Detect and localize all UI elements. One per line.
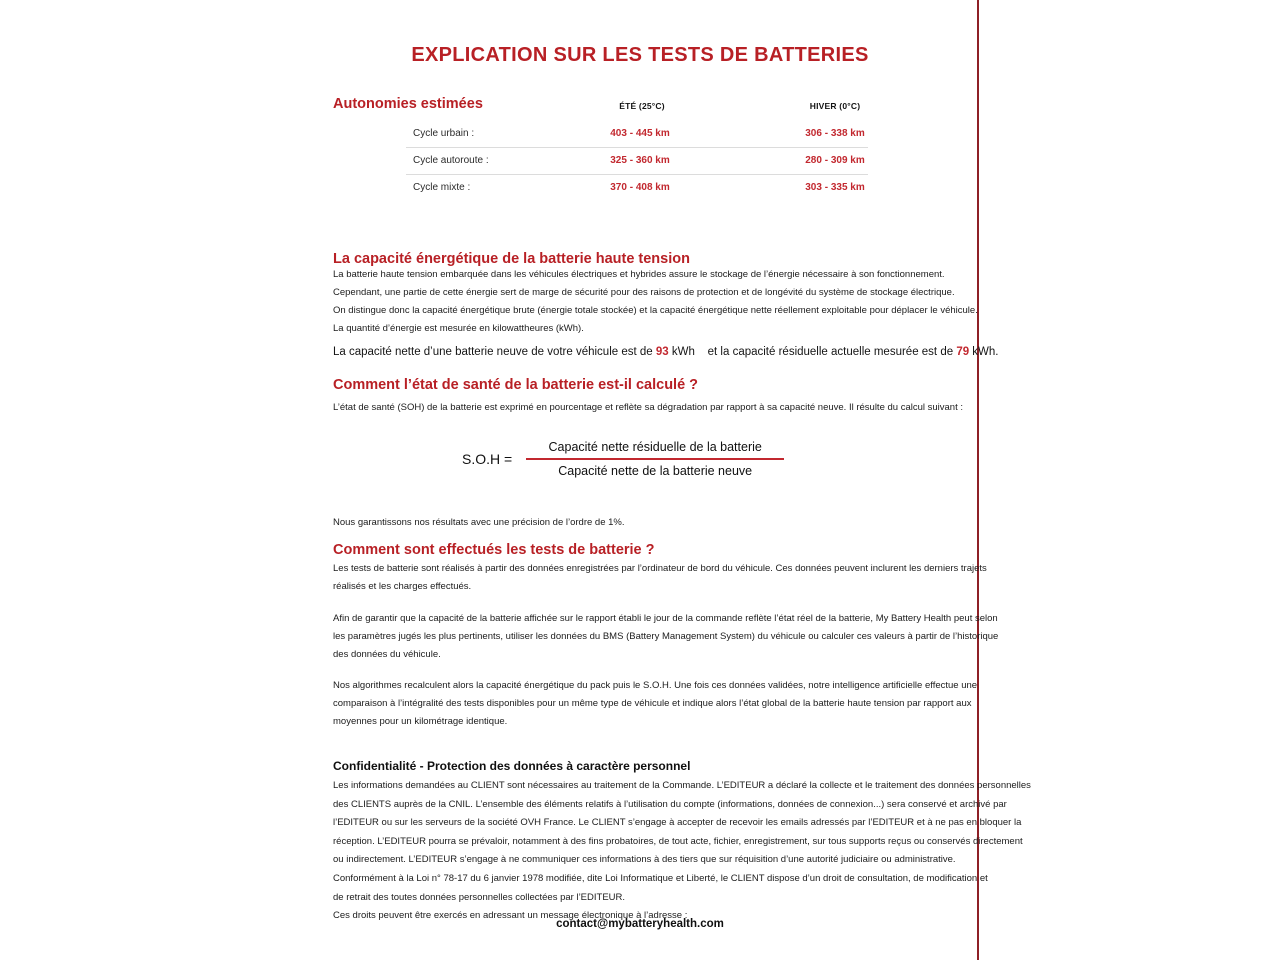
body-line: des données du véhicule. bbox=[333, 649, 441, 660]
row-value-highway-summer: 325 - 360 km bbox=[610, 155, 670, 166]
precision-guarantee: Nous garantissons nos résultats avec une précision de l’ordre de 1%. bbox=[333, 517, 625, 528]
privacy-line: réception. L’EDITEUR pourra se prévaloir, notamment à des fins probatoires, de tout acte, fichier, enregistrement, sur tous supports reçus ou conservés directement bbox=[333, 835, 1023, 847]
body-line: Les tests de batterie sont réalisés à partir des données enregistrées par l’ordinateur de bord du véhicule. Ces données peuvent inclurent les derniers trajets bbox=[333, 563, 987, 574]
row-divider bbox=[406, 147, 868, 148]
privacy-heading: Confidentialité - Protection des données à caractère personnel bbox=[333, 759, 691, 773]
capacity-section-heading: La capacité énergétique de la batterie haute tension bbox=[333, 251, 690, 267]
page-title: EXPLICATION SUR LES TESTS DE BATTERIES bbox=[411, 44, 869, 66]
tests-paragraph-1 bbox=[333, 560, 987, 596]
tests-paragraph-2 bbox=[333, 610, 998, 664]
privacy-line: de retrait des toutes données personnelles collectées par l’EDITEUR. bbox=[333, 891, 626, 903]
soh-intro: L’état de santé (SOH) de la batterie est exprimé en pourcentage et reflète sa dégradation par rapport à sa capacité neuve. Il résulte du calcul suivant : bbox=[333, 402, 964, 413]
privacy-body bbox=[333, 777, 1031, 926]
body-line: La quantité d’énergie est mesurée en kilowattheures (kWh). bbox=[333, 323, 584, 334]
summary-text: kWh. bbox=[969, 346, 999, 358]
soh-fraction bbox=[526, 440, 784, 478]
privacy-line: l’EDITEUR ou sur les serveurs de la société OVH France. Le CLIENT s’engage à accepter de recevoir les emails adressés par l’EDITEUR et à ne pas en bloquer la bbox=[333, 817, 1022, 829]
fraction-bar bbox=[526, 458, 784, 460]
summary-text: kWh et la capacité résiduelle actuelle mesurée est de bbox=[668, 346, 957, 358]
row-value-mixed-winter: 303 - 335 km bbox=[805, 182, 865, 193]
soh-section-heading: Comment l’état de santé de la batterie est-il calculé ? bbox=[333, 377, 699, 393]
soh-formula bbox=[462, 440, 784, 478]
body-line: On distingue donc la capacité énergétique brute (énergie totale stockée) et la capacité énergétique nette réellement exploitable pour déplacer le véhicule. bbox=[333, 305, 978, 316]
tests-paragraph-3 bbox=[333, 677, 977, 731]
privacy-line: Les informations demandées au CLIENT sont nécessaires au traitement de la Commande. L’EDITEUR a déclaré la collecte et le traitement des données personnelles bbox=[333, 780, 1031, 791]
tests-section-heading: Comment sont effectués les tests de batterie ? bbox=[333, 542, 655, 558]
body-line: Cependant, une partie de cette énergie sert de marge de sécurité pour des raisons de protection et de longévité du système de stockage électrique. bbox=[333, 287, 955, 298]
capacity-section-body bbox=[333, 266, 978, 338]
formula-denominator: Capacité nette de la batterie neuve bbox=[558, 464, 753, 478]
soh-formula-label: S.O.H = bbox=[462, 451, 513, 467]
row-value-urban-summer: 403 - 445 km bbox=[610, 128, 670, 139]
residual-capacity-value: 79 bbox=[956, 346, 970, 358]
privacy-line: des CLIENTS auprès de la CNIL. L’ensemble des éléments relatifs à l’utilisation du compte (informations, données de connexion...) sera conservé et archivé par bbox=[333, 798, 1007, 810]
column-header-summer: ÉTÉ (25°C) bbox=[619, 101, 665, 111]
body-line: moyennes pour un kilométrage identique. bbox=[333, 716, 508, 727]
contact-email: contact@mybatteryhealth.com bbox=[556, 918, 724, 930]
body-line: Afin de garantir que la capacité de la batterie affichée sur le rapport établi le jour de la commande reflète l’état réel de la batterie, My Battery Health peut selon bbox=[333, 613, 998, 624]
summary-text: La capacité nette d’une batterie neuve de votre véhicule est de bbox=[333, 346, 656, 358]
new-capacity-value: 93 bbox=[655, 346, 669, 358]
privacy-line: Conformément à la Loi n° 78-17 du 6 janvier 1978 modifiée, dite Loi Informatique et Liberté, le CLIENT dispose d’un droit de consultation, de modification et bbox=[333, 872, 988, 884]
body-line: les paramètres jugés les plus pertinents, utiliser les données du BMS (Battery Management System) du véhicule ou calculer ces valeurs à partir de l’historique bbox=[333, 631, 999, 642]
row-label-mixed: Cycle mixte : bbox=[413, 182, 471, 193]
row-label-urban: Cycle urbain : bbox=[413, 128, 475, 139]
capacity-summary bbox=[333, 346, 999, 358]
privacy-line: Ces droits peuvent être exercés en adressant un message électronique à l’adresse : bbox=[333, 910, 688, 922]
autonomy-heading: Autonomies estimées bbox=[333, 96, 483, 112]
formula-numerator: Capacité nette résiduelle de la batterie bbox=[548, 440, 762, 454]
row-label-highway: Cycle autoroute : bbox=[413, 155, 489, 166]
privacy-line: ou indirectement. L’EDITEUR s’engage à ne communiquer ces informations à des tiers que sur réquisition d’une autorité judiciaire ou administrative. bbox=[333, 854, 956, 866]
row-value-mixed-summer: 370 - 408 km bbox=[610, 182, 670, 193]
body-line: comparaison à l’intégralité des tests disponibles pour un même type de véhicule et indique alors l’état global de la batterie haute tension par rapport aux bbox=[333, 698, 972, 709]
row-value-urban-winter: 306 - 338 km bbox=[805, 128, 865, 139]
body-line: réalisés et les charges effectués. bbox=[333, 581, 472, 592]
column-header-winter: HIVER (0°C) bbox=[809, 101, 861, 111]
row-divider bbox=[406, 174, 868, 175]
body-line: Nos algorithmes recalculent alors la capacité énergétique du pack puis le S.O.H. Une fois ces données validées, notre intelligence artificielle effectue une bbox=[333, 680, 978, 691]
row-value-highway-winter: 280 - 309 km bbox=[805, 155, 865, 166]
body-line: La batterie haute tension embarquée dans les véhicules électriques et hybrides assure le stockage de l’énergie nécessaire à son fonctionnement. bbox=[333, 269, 945, 280]
